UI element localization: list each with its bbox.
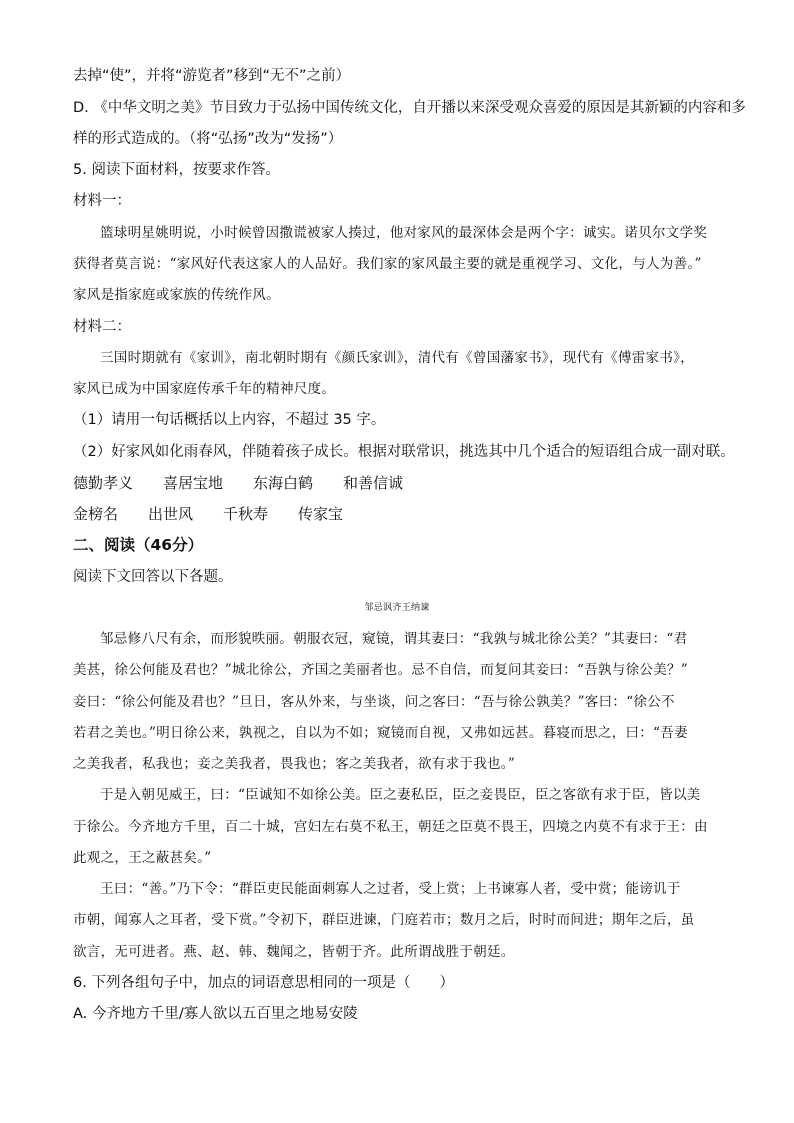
- passage-p3-line2: 市朝，闻寡人之耳者，受下赏。”令初下，群臣进谏，门庭若市；数月之后，时时而间进；期年之后，虽: [73, 912, 695, 928]
- passage-p3-line1: 王曰：“善。”乃下令：“群臣吏民能面刺寡人之过者，受上赏；上书谏寡人者，受中赏；能谤讥于: [100, 881, 681, 897]
- subquestion-1: （1）请用一句话概括以上内容，不超过 35 字。: [73, 412, 386, 428]
- material-2-para-line2: 家风已成为中国家庭传承千年的精神尺度。: [73, 381, 336, 397]
- passage-p3-line3: 欲言，无可进者。燕、赵、韩、魏闻之，皆朝于齐。此所谓战胜于朝廷。: [73, 944, 515, 960]
- passage-p1-line4: 若君之美也。”明日徐公来，孰视之，自以为不如；窥镜而自视，又弗如远甚。暮寝而思之，曰：“吾妻: [73, 725, 688, 741]
- question-6-option-a: A. 今齐地方千里/寡人欲以五百里之地易安陵: [73, 1006, 358, 1022]
- material-1-para-line3: 家风是指家庭或家族的传统作风。: [73, 287, 280, 303]
- subquestion-2: （2）好家风如化雨春风，伴随着孩子成长。根据对联常识，挑选其中几个适合的短语组合成一副对联。: [73, 444, 735, 460]
- option-c-continuation: 去掉“使”，并将“游览者”移到“无不”之前）: [73, 68, 351, 84]
- passage-p2-line3: 此观之，王之蔽甚矣。”: [73, 850, 212, 866]
- material-1-label: 材料一：: [73, 193, 131, 209]
- question-5-prompt: 5. 阅读下面材料，按要求作答。: [73, 162, 280, 178]
- phrase-options-row2: 金榜名 出世风 千秋寿 传家宝: [73, 505, 344, 523]
- option-d-line1: D. 《中华文明之美》节目致力于弘扬中国传统文化，自开播以来深受观众喜爱的原因是其新颖的内容和多: [73, 100, 746, 116]
- passage-p2-line1: 于是入朝见威王，曰：“臣诚知不如徐公美。臣之妻私臣，臣之妾畏臣，臣之客欲有求于臣，皆以美: [100, 787, 701, 803]
- section-heading-reading: 二、阅读（46分）: [73, 536, 204, 554]
- phrase-options-row1: 德勤孝义 喜居宝地 东海白鹤 和善信诚: [73, 474, 404, 492]
- material-2-label: 材料二：: [73, 319, 131, 335]
- material-2-para-line1: 三国时期就有《家训》，南北朝时期有《颜氏家训》，清代有《曾国藩家书》，现代有《傅雷家书》，: [100, 350, 694, 366]
- passage-p2-line2: 于徐公。今齐地方千里，百二十城，宫妇左右莫不私王，朝廷之臣莫不畏王，四境之内莫不有求于王：由: [73, 819, 708, 835]
- option-d-line2: 样的形式造成的。（将“弘扬”改为“发扬”）: [73, 131, 343, 147]
- reading-instruction: 阅读下文回答以下各题。: [73, 569, 233, 585]
- question-6-prompt: 6. 下列各组句子中，加点的词语意思相同的一项是（ ）: [73, 975, 454, 991]
- passage-p1-line5: 之美我者，私我也；妾之美我者，畏我也；客之美我者，欲有求于我也。”: [73, 756, 516, 772]
- material-1-para-line1: 篮球明星姚明说，小时候曾因撒谎被家人揍过，他对家风的最深体会是两个字：诚实。诺贝尔文学奖: [100, 225, 708, 241]
- material-1-para-line2: 获得者莫言说：“家风好代表这家人的人品好。我们家的家风最主要的就是重视学习、文化，与人为善。”: [73, 256, 702, 272]
- passage-title: 邹忌讽齐王纳谏: [364, 603, 430, 613]
- passage-p1-line2: 美甚，徐公何能及君也？”城北徐公，齐国之美丽者也。忌不自信，而复问其妾曰：“吾孰与徐公美？”: [73, 662, 689, 678]
- passage-p1-line3: 妾曰：“徐公何能及君也？”旦日，客从外来，与坐谈，问之客曰：“吾与徐公孰美？”客曰：“徐公不: [73, 694, 675, 710]
- passage-p1-line1: 邹忌修八尺有余，而形貌昳丽。朝服衣冠，窥镜，谓其妻曰：“我孰与城北徐公美？”其妻曰：“君: [100, 631, 688, 647]
